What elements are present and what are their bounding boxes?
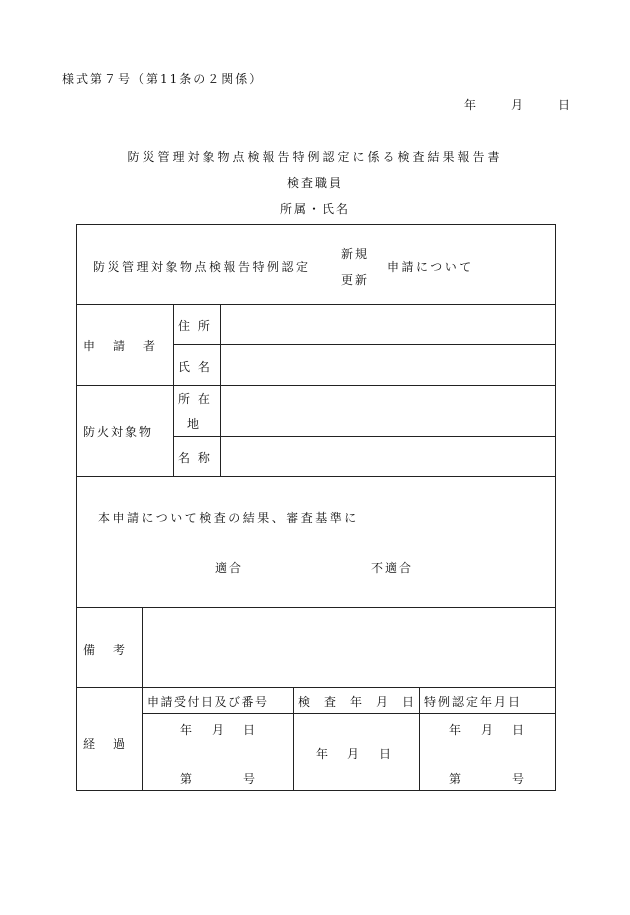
target-location-label-2: 地 [187, 417, 202, 431]
process-label: 経 過 [83, 737, 129, 751]
cert-day: 日 [512, 723, 527, 737]
col-divider [220, 304, 221, 476]
col-divider [173, 304, 174, 476]
target-location-label: 所 在 [178, 392, 212, 406]
applicant-name-label: 氏 名 [178, 360, 212, 374]
inspector-label: 検査職員 [286, 176, 343, 190]
row-divider [77, 476, 555, 477]
cert-number-prefix: 第 [449, 772, 464, 786]
receipt-month: 月 [212, 723, 227, 737]
result-text: 本申請について検査の結果、審査基準に [98, 511, 359, 525]
target-label: 防火対象物 [83, 425, 154, 439]
applicant-label: 申 請 者 [83, 339, 159, 353]
receipt-day: 日 [243, 723, 258, 737]
heading-prefix: 防災管理対象物点検報告特例認定 [93, 260, 311, 274]
col-divider [293, 687, 294, 790]
document-title: 防災管理対象物点検報告特例認定に係る検査結果報告書 [127, 150, 503, 164]
cert-year: 年 [449, 723, 464, 737]
receipt-year: 年 [180, 723, 195, 737]
date-day-label: 日 [558, 98, 573, 112]
row-divider [77, 687, 555, 688]
affiliation-label: 所属・氏名 [279, 202, 350, 216]
col-inspection-header: 検 査 年 月 日 [298, 695, 416, 709]
date-month-label: 月 [511, 98, 526, 112]
heading-suffix: 申請について [387, 260, 474, 274]
receipt-number-suffix: 号 [243, 772, 258, 786]
row-divider [77, 607, 555, 608]
row-divider [77, 385, 555, 386]
result-conform: 適合 [215, 561, 244, 575]
report-table [76, 224, 556, 791]
heading-option-renew: 更新 [341, 273, 370, 287]
target-name-label: 名 称 [178, 451, 212, 465]
receipt-number-prefix: 第 [180, 772, 195, 786]
cert-number-suffix: 号 [512, 772, 527, 786]
row-divider [173, 344, 555, 345]
applicant-address-label: 住 所 [178, 319, 212, 333]
form-number: 様式第７号（第11条の２関係） [62, 72, 264, 86]
row-divider [173, 436, 555, 437]
row-divider [77, 304, 555, 305]
result-nonconform: 不適合 [371, 561, 414, 575]
col-special-cert-header: 特例認定年月日 [424, 695, 523, 709]
col-divider [142, 607, 143, 790]
cert-month: 月 [481, 723, 496, 737]
remarks-label: 備 考 [83, 643, 129, 657]
row-divider [142, 713, 555, 714]
col-divider [419, 687, 420, 790]
heading-option-new: 新規 [341, 247, 370, 261]
inspection-month: 月 [347, 747, 362, 761]
col-receipt-header: 申請受付日及び番号 [147, 695, 269, 709]
inspection-day: 日 [379, 747, 394, 761]
date-year-label: 年 [464, 98, 479, 112]
inspection-year: 年 [316, 747, 331, 761]
